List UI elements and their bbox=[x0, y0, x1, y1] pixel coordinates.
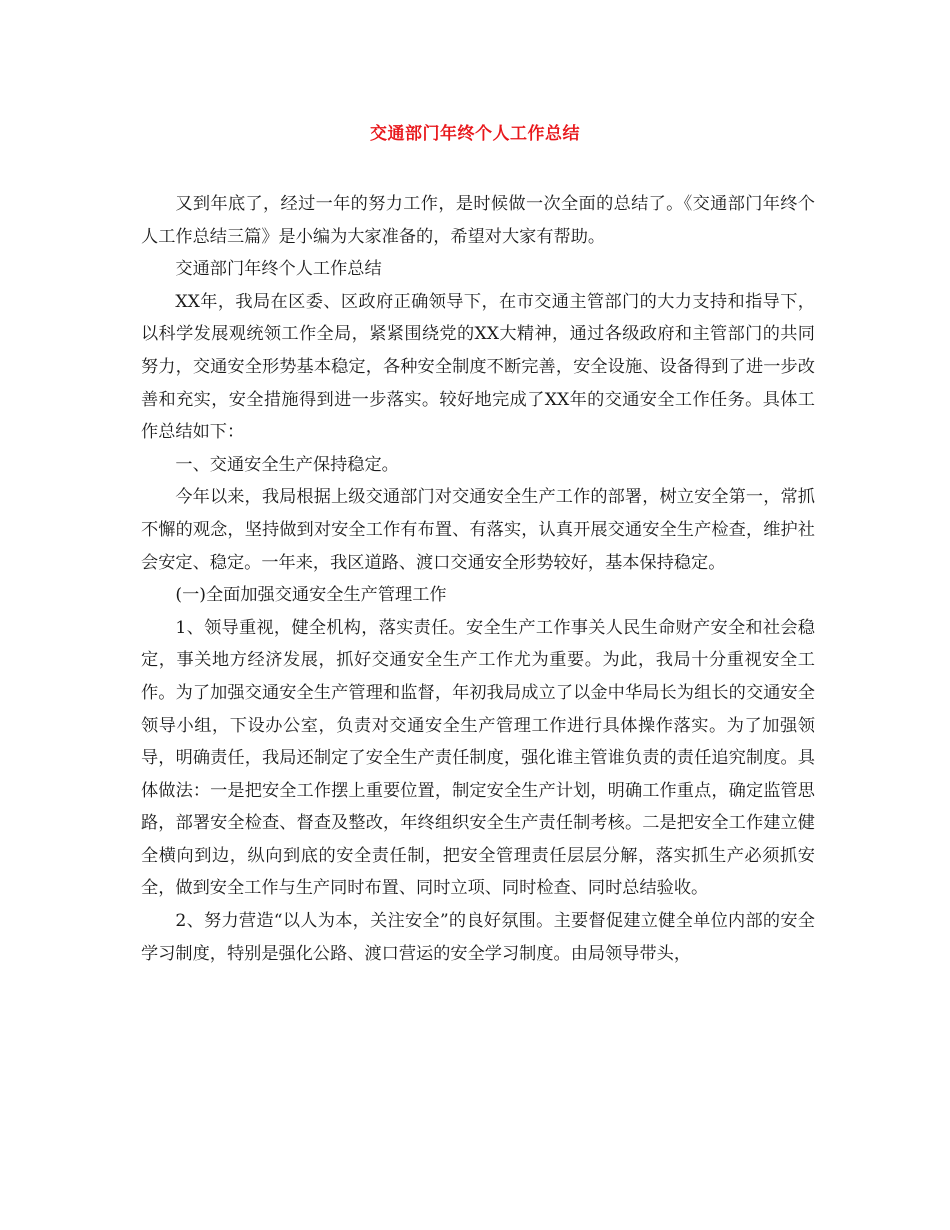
paragraph-item-2: 2、努力营造“以人为本，关注安全”的良好氛围。主要督促建立健全单位内部的安全学习制度，特别是强化公路、渡口营运的安全学习制度。由局领导带头， bbox=[141, 911, 815, 964]
document-title: 交通部门年终个人工作总结 bbox=[370, 124, 580, 144]
document-body bbox=[141, 188, 815, 970]
paragraph-subtitle: 交通部门年终个人工作总结 bbox=[175, 259, 382, 280]
paragraph-section-1: 今年以来，我局根据上级交通部门对交通安全生产工作的部署，树立安全第一，常抓不懈的观念，坚持做到对安全工作有布置、有落实，认真开展交通安全生产检查，维护社会安定、稳定。一年来，我区道路、渡口交通安全形势较好，基本保持稳定。 bbox=[141, 487, 815, 573]
section-heading-1: 一、交通安全生产保持稳定。 bbox=[175, 454, 399, 475]
paragraph-intro: 又到年底了，经过一年的努力工作，是时候做一次全面的总结了。《交通部门年终个人工作总结三篇》是小编为大家准备的，希望对大家有帮助。 bbox=[141, 194, 815, 247]
subsection-heading-1: (一)全面加强交通安全生产管理工作 bbox=[175, 585, 447, 606]
paragraph-overview: XX年，我局在区委、区政府正确领导下，在市交通主管部门的大力支持和指导下，以科学发展观统领工作全局，紧紧围绕党的XX大精神，通过各级政府和主管部门的共同努力，交通安全形势基本稳定，各种安全制度不断完善，安全设施、设备得到了进一步改善和充实，安全措施得到进一步落实。较好地完成了XX年的交通安全工作任务。具体工作总结如下： bbox=[141, 291, 815, 443]
paragraph-item-1: 1、领导重视，健全机构，落实责任。安全生产工作事关人民生命财产安全和社会稳定，事关地方经济发展，抓好交通安全生产工作尤为重要。为此，我局十分重视安全工作。为了加强交通安全生产管理和监督，年初我局成立了以金中华局长为组长的交通安全领导小组，下设办公室，负责对交通安全生产管理工作进行具体操作落实。为了加强领导，明确责任，我局还制定了安全生产责任制度，强化谁主管谁负责的责任追究制度。具体做法：一是把安全工作摆上重要位置，制定安全生产计划，明确工作重点，确定监管思路，部署安全检查、督查及整改，年终组织安全生产责任制考核。二是把安全工作建立健全横向到边，纵向到底的安全责任制，把安全管理责任层层分解，落实抓生产必须抓安全，做到安全工作与生产同时布置、同时立项、同时检查、同时总结验收。 bbox=[141, 617, 815, 899]
